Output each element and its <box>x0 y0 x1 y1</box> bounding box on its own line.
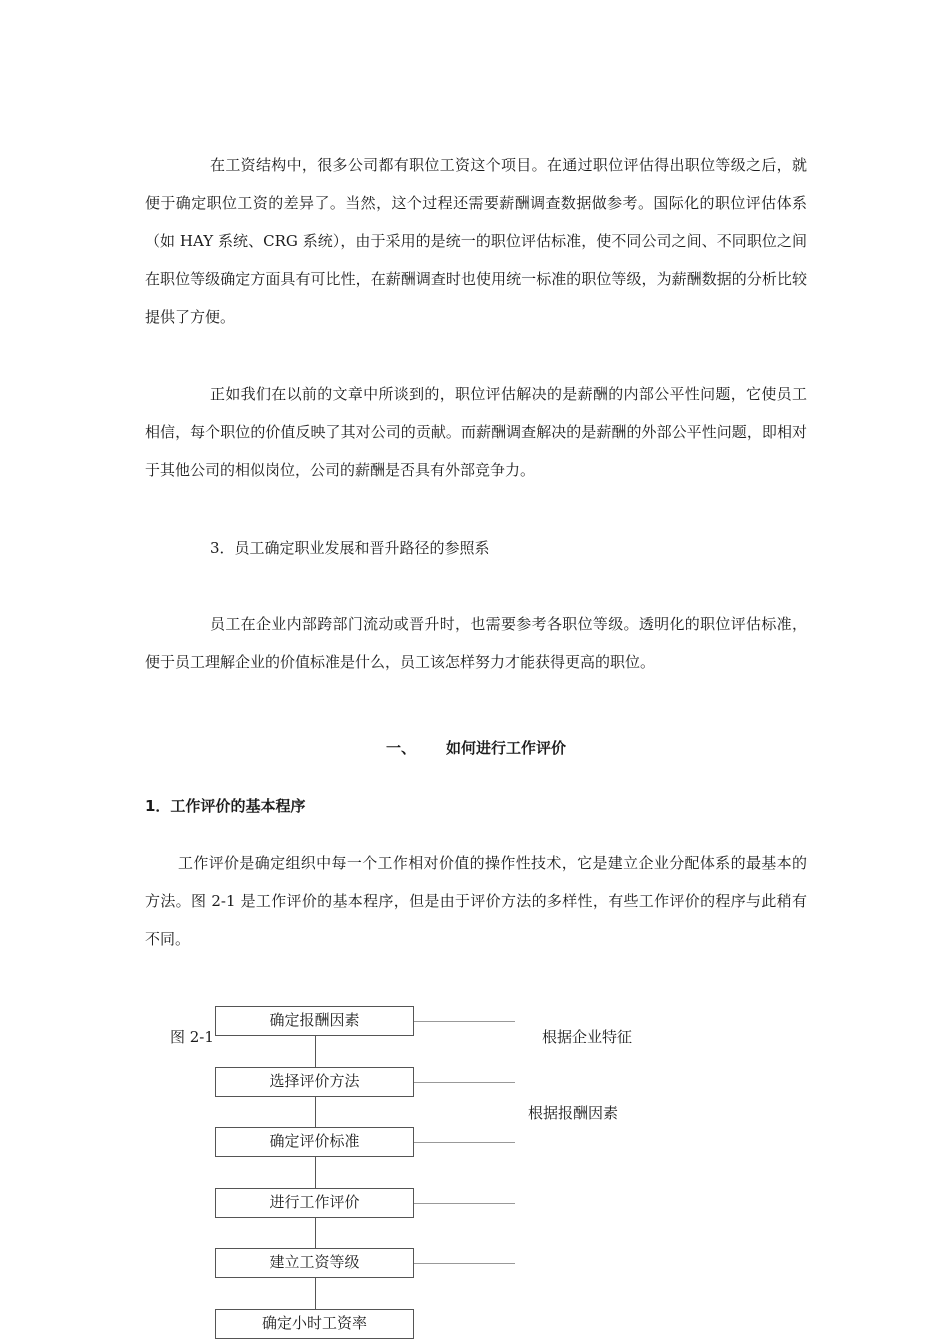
flow-step-3: 确定评价标准 <box>215 1127 414 1157</box>
connector-line <box>315 1097 316 1129</box>
connector-line <box>315 1218 316 1250</box>
flow-step-2: 选择评价方法 <box>215 1067 414 1097</box>
connector-line <box>315 1278 316 1310</box>
flow-step-4: 进行工作评价 <box>215 1188 414 1218</box>
section-heading-number: 一、 <box>385 739 416 757</box>
paragraph-salary-structure: 在工资结构中，很多公司都有职位工资这个项目。在通过职位评估得出职位等级之后，就便于确定职位工资的差异了。当然，这个过程还需要薪酬调查数据做参考。国际化的职位评估体系（如 HAY 系统、CRG 系统），由于采用的是统一的职位评估标准，使不同公司之间、不同职位之间在职位等级确定方面具有可比性，在薪酬调查时也使用统一标准的职位等级，为薪酬数据的分析比较提供了方便。 <box>145 156 807 326</box>
note-connector-line <box>414 1203 515 1204</box>
section-heading-title: 如何进行工作评价 <box>446 739 567 757</box>
flow-step-5: 建立工资等级 <box>215 1248 414 1278</box>
note-enterprise-features: 根据企业特征 <box>542 1028 633 1046</box>
note-connector-line <box>414 1021 515 1022</box>
note-connector-line <box>414 1142 515 1143</box>
paragraph-promotion: 员工在企业内部跨部门流动或晋升时，也需要参考各职位等级。透明化的职位评估标准，便于员工理解企业的价值标准是什么，员工该怎样努力才能获得更高的职位。 <box>145 615 807 671</box>
flow-step-1: 确定报酬因素 <box>215 1006 414 1036</box>
paragraph-career-reference: 3．员工确定职业发展和晋升路径的参照系 <box>210 539 490 557</box>
paragraph-job-evaluation-intro: 工作评价是确定组织中每一个工作相对价值的操作性技术，它是建立企业分配体系的最基本的方法。图 2-1 是工作评价的基本程序，但是由于评价方法的多样性，有些工作评价的程序与此稍有不同。 <box>145 854 807 948</box>
note-compensation-factors: 根据报酬因素 <box>528 1104 619 1122</box>
connector-line <box>315 1157 316 1189</box>
paragraph-fairness: 正如我们在以前的文章中所谈到的，职位评估解决的是薪酬的内部公平性问题，它使员工相信，每个职位的价值反映了其对公司的贡献。而薪酬调查解决的是薪酬的外部公平性问题，即相对于其他公司的相似岗位，公司的薪酬是否具有外部竞争力。 <box>145 385 807 479</box>
connector-line <box>315 1036 316 1068</box>
section-heading <box>145 737 807 758</box>
figure-label: 图 2-1 <box>170 1028 214 1046</box>
flow-step-6: 确定小时工资率 <box>215 1309 414 1339</box>
note-connector-line <box>414 1082 515 1083</box>
subheading-basic-procedure: 1．工作评价的基本程序 <box>145 797 306 815</box>
note-connector-line <box>414 1263 515 1264</box>
